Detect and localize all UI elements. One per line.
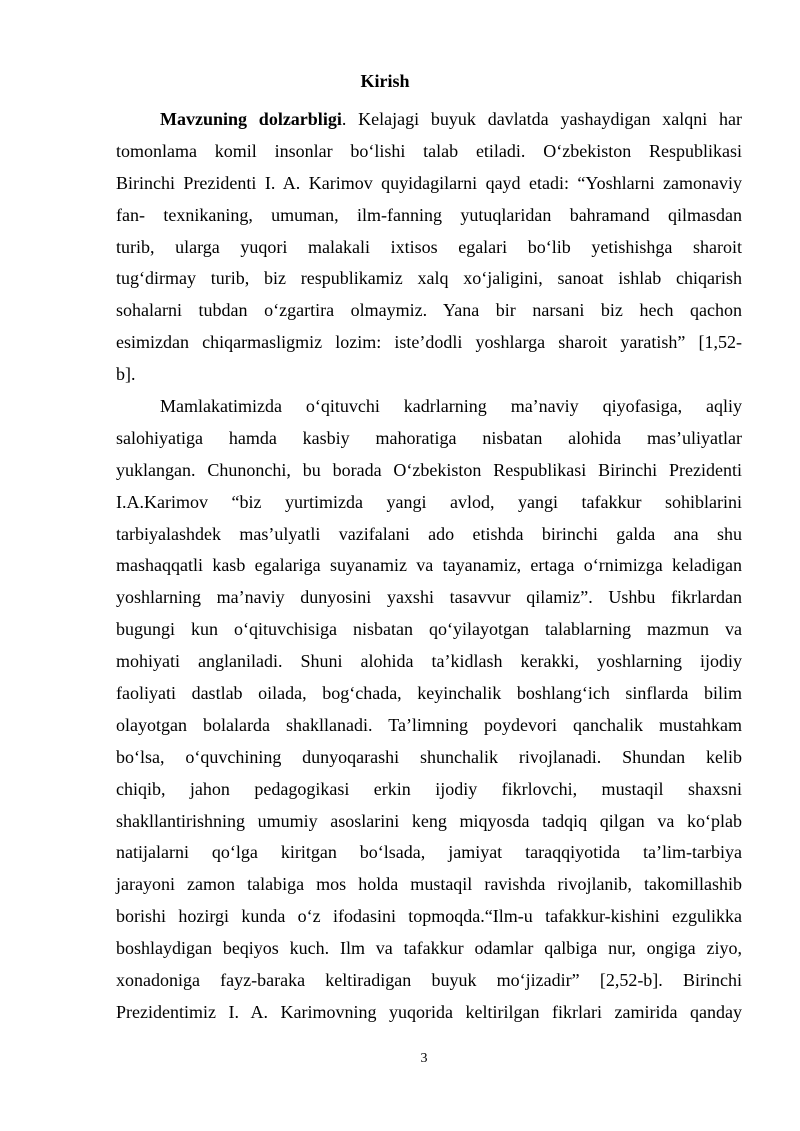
text-line: boshlaydigan beqiyos kuch. Ilm va tafakkur odamlar qalbiga nur, ongiga ziyo, [116,938,742,959]
text-line: turib, ularga yuqori malakali ixtisos egalari bo‘lib yetishishga sharoit [116,236,742,257]
text-line: Birinchi Prezidenti I. A. Karimov quyidagilarni qayd etadi: “Yoshlarni zamonaviy [116,172,742,193]
page-number: 3 [420,1051,428,1066]
text-line: bugungi kun o‘qituvchisiga nisbatan qo‘yilayotgan talablarning mazmun va [116,619,742,640]
paragraph-1-line-1 [116,104,742,136]
topic-relevance-label: Mavzuning dolzarbligi [160,109,342,129]
text-line: tug‘dirmay turib, biz respublikamiz xalq xo‘jaligini, sanoat ishlab chiqarish [116,268,742,289]
paragraph-1-last-line: b]. [116,364,136,385]
body-text [116,104,742,1029]
text-line: sohalarni tubdan o‘zgartira olmaymiz. Yana bir narsani biz hech qachon [116,300,742,321]
text-line: fan- texnikaning, umuman, ilm-fanning yutuqlaridan bahramand qilmasdan [116,204,742,225]
text-line: xonadoniga fayz-baraka keltiradigan buyuk mo‘jizadir” [2,52-b]. Birinchi [116,970,742,991]
text-line: natijalarni qo‘lga kiritgan bo‘lsada, jamiyat taraqqiyotida ta’lim-tarbiya [116,842,742,863]
text-line: esimizdan chiqarmasligmiz lozim: iste’dodli yoshlarga sharoit yaratish” [1,52- [116,332,742,353]
paragraph-1-line-1-text: . Kelajagi buyuk davlatda yashaydigan xalqni har [341,109,743,129]
text-line: mashaqqatli kasb egalariga suyanamiz va tayanamiz, ertaga o‘rnimizga keladigan [116,555,742,576]
text-line: shakllantirishning umumiy asoslarini keng miqyosda tadqiq qilgan va ko‘plab [116,810,742,831]
text-line: mohiyati anglaniladi. Shuni alohida ta’kidlash kerakki, yoshlarning ijodiy [116,651,742,672]
text-line: borishi hozirgi kunda o‘z ifodasini topmoqda.“Ilm-u tafakkur-kishini ezgulikka [116,906,742,927]
text-line: faoliyati dastlab oilada, bog‘chada, keyinchalik boshlang‘ich sinflarda bilim [116,683,742,704]
text-line: salohiyatiga hamda kasbiy mahoratiga nisbatan alohida mas’uliyatlar [116,427,742,448]
text-line: tarbiyalashdek mas’ulyatli vazifalani ado etishda birinchi galda ana shu [116,523,742,544]
text-line: I.A.Karimov “biz yurtimizda yangi avlod, yangi tafakkur sohiblarini [116,491,742,512]
text-line: tomonlama komil insonlar bo‘lishi talab etiladi. O‘zbekiston Respublikasi [116,140,742,161]
text-line: yoshlarning ma’naviy dunyosini yaxshi tasavvur qilamiz”. Ushbu fikrlardan [116,587,742,608]
text-line: olayotgan bolalarda shakllanadi. Ta’limning poydevori qanchalik mustahkam [116,714,742,735]
text-line: Prezidentimiz I. A. Karimovning yuqorida keltirilgan fikrlari zamirida qanday [116,1001,742,1022]
paragraph-2-line-1: Mamlakatimizda o‘qituvchi kadrlarning ma’naviy qiyofasiga, aqliy [160,396,742,417]
text-line: chiqib, jahon pedagogikasi erkin ijodiy fikrlovchi, mustaqil shaxsni [116,778,742,799]
text-line: jarayoni zamon talabiga mos holda mustaqil ravishda rivojlanib, takomillashib [116,874,742,895]
text-line: bo‘lsa, o‘quvchining dunyoqarashi shunchalik rivojlanadi. Shundan kelib [116,746,742,767]
section-heading: Kirish [360,71,410,91]
text-line: yuklangan. Chunonchi, bu borada O‘zbekiston Respublikasi Birinchi Prezidenti [116,459,742,480]
